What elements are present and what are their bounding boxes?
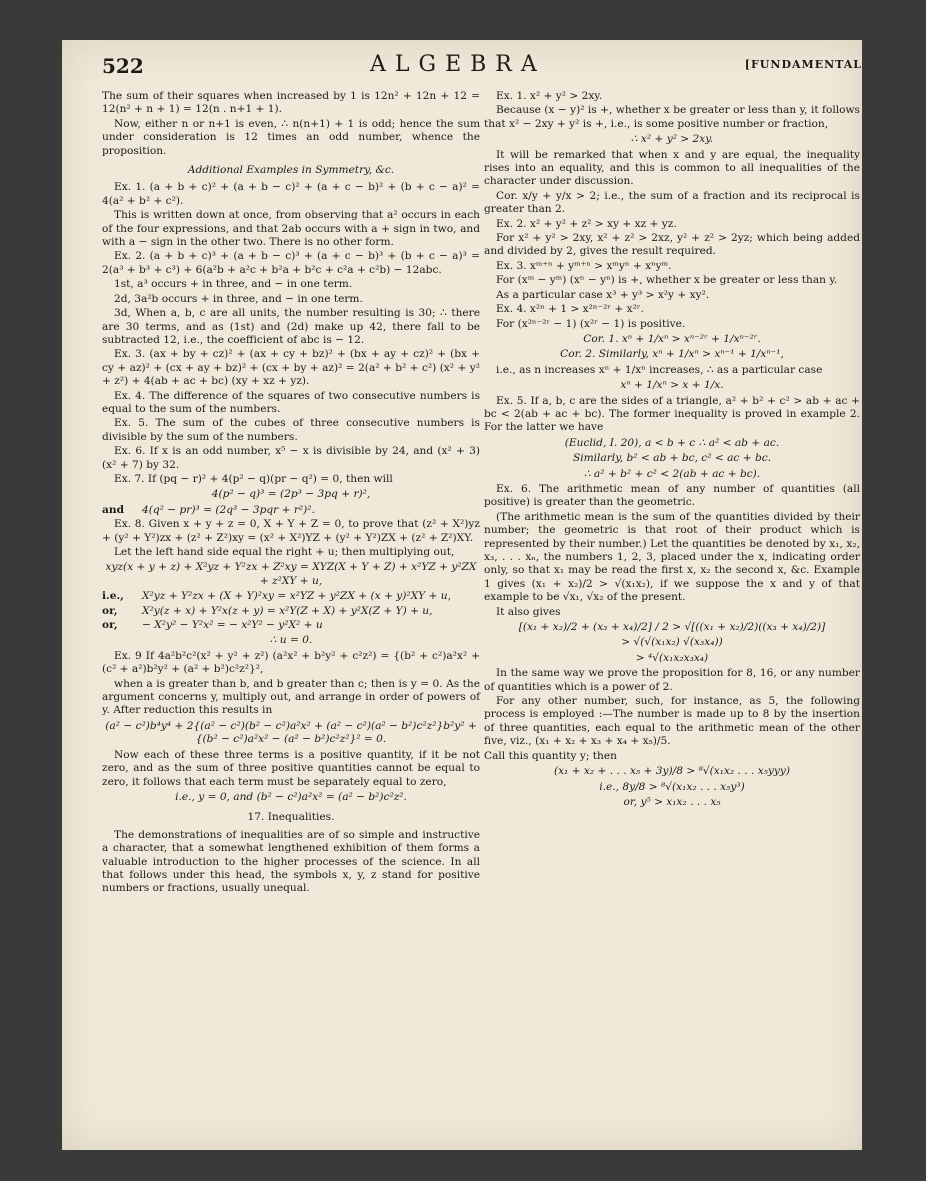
equation: > ⁴√(x₁x₂x₃x₄) bbox=[635, 651, 709, 664]
subheading-symmetry: Additional Examples in Symmetry, &c. bbox=[187, 164, 395, 177]
paragraph: 2d, 3a²b occurs + in three, and − in one term. bbox=[114, 292, 363, 305]
paragraph: For (x²ⁿ⁻²ʳ − 1) (x²ʳ − 1) is positive. bbox=[496, 317, 686, 330]
equation-line bbox=[102, 504, 480, 517]
corollary-1: Cor. 1. xⁿ + 1/xⁿ > xⁿ⁻²ʳ + 1/xⁿ⁻²ʳ. bbox=[583, 332, 761, 345]
example-7: Ex. 7. If (pq − r)² + 4(p² − q)(pr − q²) = 0, then will bbox=[114, 472, 393, 485]
example-5: Ex. 5. The sum of the cubes of three consecutive numbers is divisible by the sum of the numbers. bbox=[102, 417, 480, 443]
paragraph: The demonstrations of inequalities are of so simple and instructive a character, that a somewhat lengthened exhibition of them forms a valuable introduction to the higher processes of the science. In all that follows under this head, the symbols x, y, z stand for positive numbers or fractions, usually unequal. bbox=[102, 828, 480, 895]
paragraph: when a is greater than b, and b greater than c; then is y = 0. As the argument concerns y, multiply out, and arrange in order of powers of y. After reduction this results in bbox=[102, 677, 480, 717]
running-section-heading: [FUNDAMENTAL bbox=[744, 58, 862, 71]
paragraph: As a particular case x³ + y³ > x²y + xy². bbox=[496, 288, 710, 301]
equation-line bbox=[102, 605, 480, 618]
example-4: Ex. 4. The difference of the squares of two consecutive numbers is equal to the sum of the numbers. bbox=[102, 389, 480, 415]
paragraph: For any other number, such, for instance, as 5, the following process is employed :—The number is made up to 8 by the insertion of three quantities, each equal to the arithmetic mean of the other five, viz., (x₁ + x₂ + x₃ + x₄ + x₅)/5. bbox=[484, 695, 860, 748]
equation: ∴ x² + y² > 2xy. bbox=[630, 133, 714, 146]
equation: i.e., y = 0, and (b² − c²)a²x² = (a² − b²)c²z². bbox=[175, 790, 407, 803]
example-2: Ex. 2. x² + y² + z² > xy + xz + yz. bbox=[496, 217, 677, 230]
equation: ∴ a² + b² + c² < 2(ab + ac + bc). bbox=[583, 467, 761, 480]
paragraph: For (xᵐ − yᵐ) (xⁿ − yⁿ) is +, whether x be greater or less than y. bbox=[496, 274, 838, 287]
equation: (Euclid, I. 20), a < b + c ∴ a² < ab + ac. bbox=[564, 436, 780, 449]
paragraph: It also gives bbox=[496, 605, 561, 618]
equation-label: or, bbox=[102, 619, 118, 632]
example-1: Ex. 1. (a + b + c)² + (a + b − c)² + (a + c − b)² + (b + c − a)² = 4(a² + b² + c²). bbox=[102, 181, 480, 207]
equation: > √(√(x₁x₂) √(x₃x₄)) bbox=[621, 636, 723, 649]
equation: ∴ u = 0. bbox=[269, 634, 313, 647]
section-heading-inequalities: 17. Inequalities. bbox=[247, 811, 335, 824]
equation-label: and bbox=[102, 503, 124, 516]
example-8: Ex. 8. Given x + y + z = 0, X + Y + Z = 0, to prove that (z² + X²)yz + (y² + Y²)zx + (z² + Z²)xy = (x² + X²)YZ + (y² + Y²)ZX + (z² + Z²)XY. bbox=[102, 518, 480, 544]
right-column bbox=[484, 90, 860, 811]
paragraph: Now each of these three terms is a positive quantity, if it be not zero, and as the sum of three positive quantities cannot be equal to zero, it follows that each term must be separately equal to zero, bbox=[102, 748, 480, 788]
paragraph: (The arithmetic mean is the sum of the quantities divided by their number; the geometric is that root of their product which is represented by their number.) Let the quantities be denoted by x₁, x₂, x₃, . . . xₙ, the numbers 1, 2, 3, placed under the x, indicating order only, so that x₁ may be read the first x, x₂ the second x, &c. Example 1 gives (x₁ + x₂)/2 > √(x₁x₂), if we suppose the x and y of that example to be √x₁, √x₂ of the present. bbox=[484, 510, 860, 604]
corollary: Cor. x/y + y/x > 2; i.e., the sum of a fraction and its reciprocal is greater than 2. bbox=[484, 189, 860, 216]
equation: i.e., 8y/8 > ⁸√(x₁x₂ . . . x₅y³) bbox=[599, 780, 745, 793]
equation: xⁿ + 1/xⁿ > x + 1/x. bbox=[620, 379, 724, 392]
paragraph: Now, either n or n+1 is even, ∴ n(n+1) + 1 is odd; hence the sum under consideration is 12 times an odd number, whence the proposition. bbox=[102, 117, 480, 157]
equation-label: i.e., bbox=[102, 590, 124, 603]
example-4: Ex. 4. x²ⁿ + 1 > x²ⁿ⁻²ʳ + x²ʳ. bbox=[496, 303, 644, 316]
equation: (x₁ + x₂ + . . . x₅ + 3y)/8 > ⁸√(x₁x₂ . . . x₅yyy) bbox=[553, 765, 791, 778]
page-scan bbox=[62, 40, 862, 1150]
running-title: ALGEBRA bbox=[370, 52, 546, 77]
example-9: Ex. 9 If 4a²b²c²(x² + y² + z²) (a²x² + b²y² + c²z²) = {(b² + c²)a²x² + (c² + a²)b²y² + (a² + b²)c²z²}², bbox=[102, 649, 480, 676]
corollary-2: Cor. 2. Similarly, xⁿ + 1/xⁿ > xⁿ⁻¹ + 1/xⁿ⁻¹, bbox=[560, 348, 784, 361]
example-1: Ex. 1. x² + y² > 2xy. bbox=[496, 90, 603, 102]
example-6: Ex. 6. The arithmetic mean of any number of quantities (all positive) is greater than the geometric. bbox=[484, 482, 860, 509]
equation: Similarly, b² < ab + bc, c² < ac + bc. bbox=[572, 452, 772, 465]
equation: or, y⁵ > x₁x₂ . . . x₅ bbox=[623, 795, 721, 808]
paragraph: 3d, When a, b, c are all units, the number resulting is 30; ∴ there are 30 terms, and as (1st) and (2d) make up 42, there fall to be subtracted 12, i.e., the coefficient of abc is − 12. bbox=[102, 307, 480, 346]
left-column bbox=[102, 90, 480, 897]
equation: (a² − c²)b⁴y⁴ + 2{(a² − c²)(b² − c²)a²x² + (a² − c²)(a² − b²)c²z²}b²y² + {(b² − c²)a²x² − (a² − b²)c²z²}² = 0. bbox=[105, 719, 477, 746]
equation: 4(p² − q)³ = (2p³ − 3pq + r)², bbox=[211, 488, 371, 501]
paragraph: Let the left hand side equal the right + u; then multiplying out, bbox=[114, 546, 455, 558]
page-number: 522 bbox=[102, 54, 144, 78]
paragraph: For x² + y² > 2xy, x² + z² > 2xz, y² + z² > 2yz; which being added and divided by 2, gives the result required. bbox=[484, 232, 860, 258]
paragraph: Because (x − y)² is +, whether x be greater or less than y, it follows that x² − 2xy + y² is +, i.e., is some positive number or fraction, bbox=[484, 104, 860, 130]
paragraph: 1st, a³ occurs + in three, and − in one term. bbox=[114, 278, 353, 291]
paragraph: This is written down at once, from observing that a² occurs in each of the four expressions, and that 2ab occurs with a + sign in two, and with a − sign in the other two. There is no other form. bbox=[102, 209, 480, 249]
paragraph: i.e., as n increases xⁿ + 1/xⁿ increases, ∴ as a particular case bbox=[496, 363, 823, 376]
page-header bbox=[102, 50, 862, 86]
equation: xyz(x + y + z) + X²yz + Y²zx + Z²xy = XYZ(X + Y + Z) + x²YZ + y²ZX + z²XY + u, bbox=[105, 561, 477, 587]
paragraph: The sum of their squares when increased by 1 is 12n² + 12n + 12 = 12(n² + n + 1) = 12(n . n+1 + 1). bbox=[102, 90, 480, 116]
paragraph: It will be remarked that when x and y are equal, the inequality rises into an equality, and this is common to all inequalities of the character under discussion. bbox=[484, 148, 860, 188]
equation: X²yz + Y²zx + (X + Y)²xy = x²YZ + y²ZX + (x + y)²XY + u, bbox=[142, 590, 451, 603]
equation-line bbox=[102, 619, 480, 632]
example-6: Ex. 6. If x is an odd number, x⁵ − x is divisible by 24, and (x² + 3) (x² + 7) by 32. bbox=[102, 445, 480, 471]
example-3: Ex. 3. xᵐ⁺ⁿ + yᵐ⁺ⁿ > xᵐyⁿ + xⁿyᵐ. bbox=[496, 259, 672, 272]
equation: 4(q² − pr)³ = (2q³ − 3pqr + r²)². bbox=[142, 503, 315, 516]
paragraph: In the same way we prove the proposition for 8, 16, or any number of quantities which is a power of 2. bbox=[484, 667, 860, 693]
example-5: Ex. 5. If a, b, c are the sides of a triangle, a² + b² + c² > ab + ac + bc < 2(ab + ac + bc). The former inequality is proved in example 2. For the latter we have bbox=[484, 394, 860, 434]
equation-line bbox=[102, 590, 480, 603]
example-2: Ex. 2. (a + b + c)³ + (a + b − c)³ + (a + c − b)³ + (b + c − a)³ = 2(a³ + b³ + c³) + 6(a²b + a²c + b²a + b²c + c²a + c²b) − 12abc. bbox=[102, 250, 480, 276]
example-3: Ex. 3. (ax + by + cz)² + (ax + cy + bz)² + (bx + ay + cz)² + (bx + cy + az)² + (cx + ay + bz)² + (cx + by + az)² = 2(a² + b² + c²) (x² + y² + z²) + 4(ab + ac + bc) (xy + xz + yz). bbox=[102, 348, 480, 388]
equation: X²y(z + x) + Y²x(z + y) = x²Y(Z + X) + y²X(Z + Y) + u, bbox=[142, 604, 433, 617]
equation-label: or, bbox=[102, 604, 118, 617]
equation: − X²y² − Y²x² = − x²Y² − y²X² + u bbox=[142, 619, 323, 632]
equation: [(x₁ + x₂)/2 + (x₃ + x₄)/2] / 2 > √[((x₁ + x₂)/2)((x₃ + x₄)/2)] bbox=[518, 621, 826, 634]
paragraph: Call this quantity y; then bbox=[484, 749, 617, 762]
